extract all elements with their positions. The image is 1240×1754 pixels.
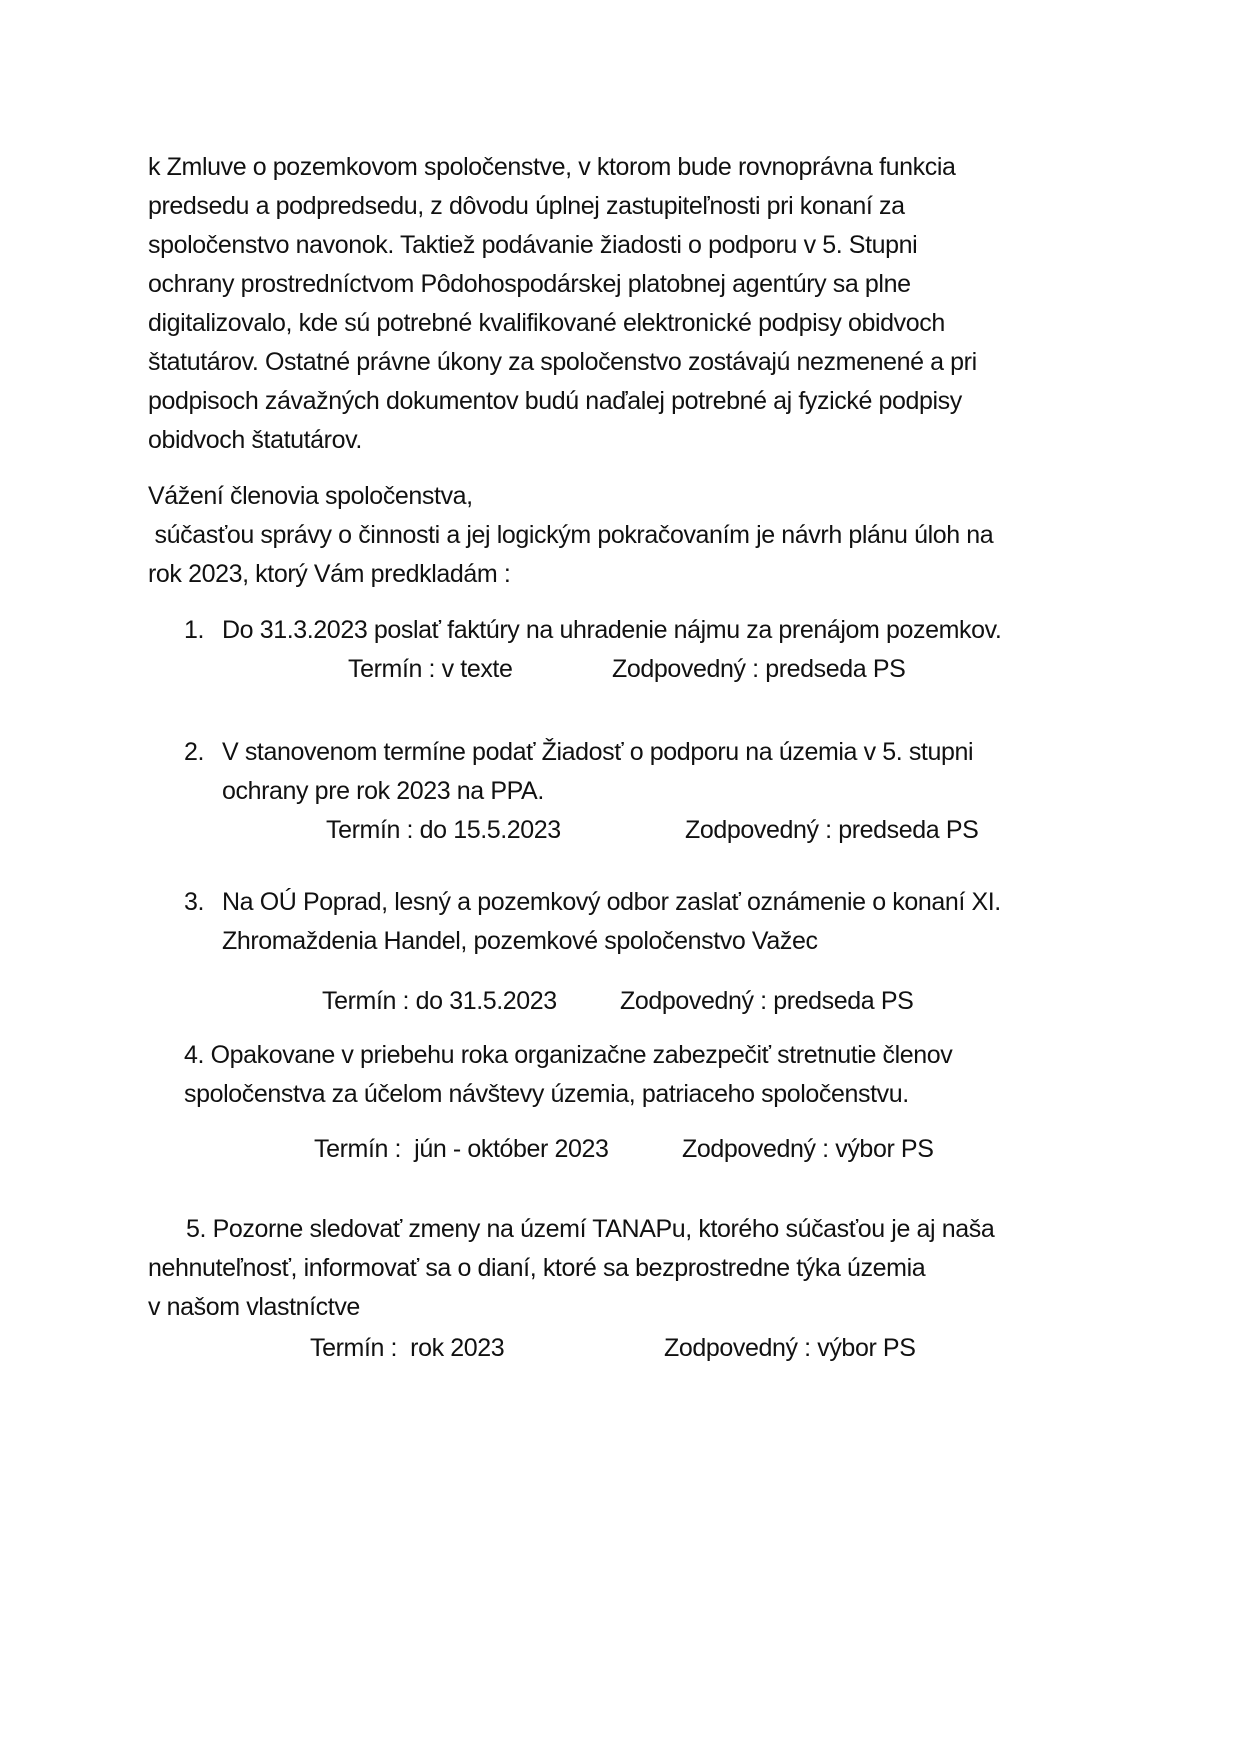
text-line: k Zmluve o pozemkovom spoločenstve, v ktorom bude rovnoprávna funkcia xyxy=(148,153,956,181)
text-line: digitalizovalo, kde sú potrebné kvalifikované elektronické podpisy obidvoch xyxy=(148,309,945,337)
text-line: štatutárov. Ostatné právne úkony za spoločenstvo zostávajú nezmenené a pri xyxy=(148,348,977,376)
text-line: rok 2023, ktorý Vám predkladám : xyxy=(148,560,511,588)
text-line: predsedu a podpredsedu, z dôvodu úplnej zastupiteľnosti pri konaní za xyxy=(148,192,905,220)
task-text: Do 31.3.2023 poslať faktúry na uhradenie nájmu za prenájom pozemkov. xyxy=(222,616,1002,644)
task-responsible: Zodpovedný : predseda PS xyxy=(612,655,906,683)
task-responsible: Zodpovedný : výbor PS xyxy=(682,1135,934,1163)
text-line: súčasťou správy o činnosti a jej logickým pokračovaním je návrh plánu úloh na xyxy=(148,521,994,549)
task-text: spoločenstva za účelom návštevy územia, patriaceho spoločenstvu. xyxy=(184,1080,909,1108)
task-term: Termín : jún - október 2023 xyxy=(314,1135,609,1163)
task-text: V stanovenom termíne podať Žiadosť o podporu na územia v 5. stupni xyxy=(222,738,974,766)
task-term: Termín : do 31.5.2023 xyxy=(322,987,557,1015)
task-number: 3. xyxy=(184,888,205,916)
task-text: Na OÚ Poprad, lesný a pozemkový odbor zaslať oznámenie o konaní XI. xyxy=(222,888,1001,916)
text-line: ochrany prostredníctvom Pôdohospodárskej platobnej agentúry sa plne xyxy=(148,270,911,298)
text-line: obidvoch štatutárov. xyxy=(148,426,362,454)
task-text: Zhromaždenia Handel, pozemkové spoločenstvo Važec xyxy=(222,927,818,955)
text-line: spoločenstvo navonok. Taktiež podávanie žiadosti o podporu v 5. Stupni xyxy=(148,231,918,259)
task-responsible: Zodpovedný : predseda PS xyxy=(685,816,979,844)
task-text: nehnuteľnosť, informovať sa o dianí, ktoré sa bezprostredne týka územia xyxy=(148,1254,926,1282)
task-responsible: Zodpovedný : výbor PS xyxy=(664,1334,916,1362)
task-text: 5. Pozorne sledovať zmeny na území TANAPu, ktorého súčasťou je aj naša xyxy=(186,1215,995,1243)
task-text: 4. Opakovane v priebehu roka organizačne zabezpečiť stretnutie členov xyxy=(184,1041,953,1069)
task-text: ochrany pre rok 2023 na PPA. xyxy=(222,777,544,805)
task-number: 2. xyxy=(184,738,205,766)
text-line: podpisoch závažných dokumentov budú naďalej potrebné aj fyzické podpisy xyxy=(148,387,962,415)
task-number: 1. xyxy=(184,616,205,644)
task-responsible: Zodpovedný : predseda PS xyxy=(620,987,914,1015)
task-term: Termín : do 15.5.2023 xyxy=(326,816,561,844)
task-text: v našom vlastníctve xyxy=(148,1293,360,1321)
task-term: Termín : v texte xyxy=(348,655,513,683)
salutation: Vážení členovia spoločenstva, xyxy=(148,482,473,510)
task-term: Termín : rok 2023 xyxy=(310,1334,505,1362)
